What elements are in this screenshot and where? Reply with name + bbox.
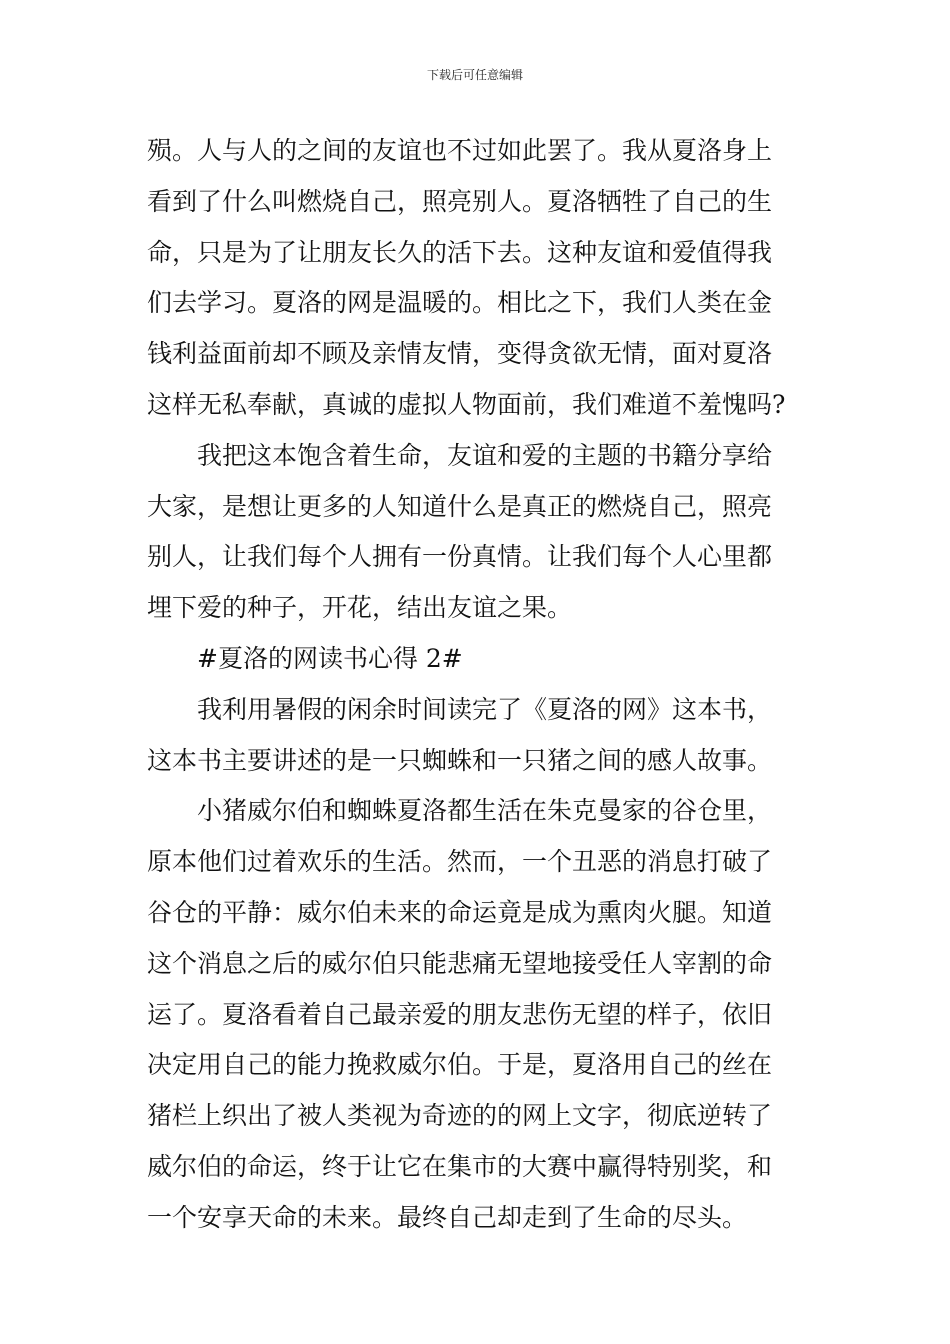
text-line: 猪栏上织出了被人类视为奇迹的的网上文字，彻底逆转了: [147, 1101, 773, 1131]
text-line: 们去学习。夏洛的网是温暖的。相比之下，我们人类在金: [147, 288, 773, 318]
text-line: 钱利益面前却不顾及亲情友情，变得贪欲无情，面对夏洛: [147, 339, 773, 369]
text-line: 原本他们过着欢乐的生活。然而，一个丑恶的消息打破了: [147, 847, 773, 877]
text-line: 我把这本饱含着生命，友谊和爱的主题的书籍分享给: [197, 440, 773, 470]
text-line: 大家，是想让更多的人知道什么是真正的燃烧自己，照亮: [147, 491, 773, 521]
text-line: 这个消息之后的威尔伯只能悲痛无望地接受任人宰割的命: [147, 948, 773, 978]
text-line: 谷仓的平静：威尔伯未来的命运竟是成为熏肉火腿。知道: [147, 897, 773, 927]
page-header: 下载后可任意编辑: [426, 68, 523, 82]
text-line: 这本书主要讲述的是一只蜘蛛和一只猪之间的感人故事。: [147, 745, 773, 775]
text-line: 小猪威尔伯和蜘蛛夏洛都生活在朱克曼家的谷仓里，: [197, 796, 773, 826]
text-line: 我利用暑假的闲余时间读完了《夏洛的网》这本书，: [197, 694, 773, 724]
document-body: [147, 126, 807, 1244]
text-line: 这样无私奉献，真诚的虚拟人物面前，我们难道不羞愧吗?: [147, 389, 786, 419]
text-line: 别人，让我们每个人拥有一份真情。让我们每个人心里都: [147, 542, 773, 572]
text-line: 一个安享天命的未来。最终自己却走到了生命的尽头。: [147, 1202, 748, 1232]
text-line: 命，只是为了让朋友长久的活下去。这种友谊和爱值得我: [147, 237, 773, 267]
text-line: 看到了什么叫燃烧自己，照亮别人。夏洛牺牲了自己的生: [147, 186, 773, 216]
section-heading: #夏洛的网读书心得 2#: [197, 643, 463, 673]
text-line: 运了。夏洛看着自己最亲爱的朋友悲伤无望的样子，依旧: [147, 999, 773, 1029]
text-line: 殒。人与人的之间的友谊也不过如此罢了。我从夏洛身上: [147, 136, 773, 165]
text-line: 埋下爱的种子，开花，结出友谊之果。: [147, 593, 573, 623]
text-line: 威尔伯的命运，终于让它在集市的大赛中赢得特别奖，和: [147, 1151, 773, 1181]
text-line: 决定用自己的能力挽救威尔伯。于是，夏洛用自己的丝在: [147, 1050, 773, 1080]
